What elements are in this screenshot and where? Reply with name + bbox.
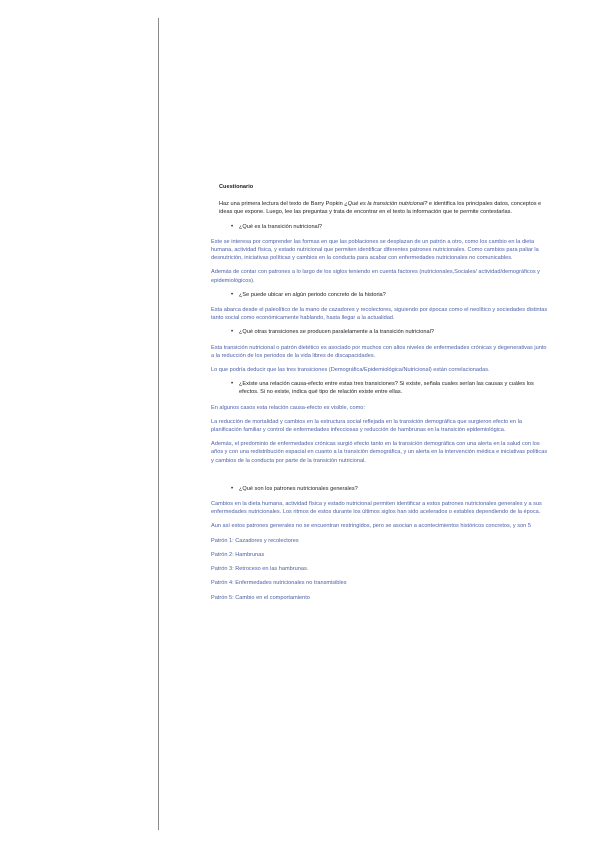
bullet-icon: • [231,381,234,388]
intro-paragraph [219,200,551,216]
page-margin-line [158,18,159,830]
question-3 [231,328,551,336]
answer-paragraph: Además, el predominio de enfermedades crónicas surgió efecto tanto en la transición demográfica con una alerta en la salud con los años y con una redistribución espacial en cuanto a la transición demográfica, y un alerta en la intervención médica e iniciativas políticas y cambios de la conducta por parte de la transición nutricional. [211,441,548,464]
bullet-icon: • [231,329,234,336]
question-text: ¿Existe una relación causa-efecto entre estas tres transiciones? Si existe, señala cuales serían las causas y cuáles los efectos. Si no existe, indica qué tipo de relación existe entre ellas. [239,381,534,396]
answer-paragraph: En algunos casos esta relación causa-efecto es visible, como: [211,404,365,411]
answer-paragraph: Además de contar con patrones a lo largo de los siglos teniendo en cuenta factores (nutricionales,Sociales/ actividad/demográficos y epidemiológicos). [211,269,540,284]
answer-paragraph: Aun así estos patrones generales no se encuentran restringidos, pero se asocian a acontecimientos históricos concretos, y son 5 [211,523,531,530]
question-text: ¿Qué es la transición nutricional? [239,223,323,230]
question-5 [231,485,551,493]
question-text: ¿Qué son los patrones nutricionales generales? [239,485,358,492]
answer-paragraph: Cambios en la dieta humana, actividad física y estado nutricional permiten identificar a estos patrones nutricionales generales y a sus enfermedades nutricionales. Los ritmos de estos durante los últimos siglos han sido acelerados o estables dependiendo de la época. [211,501,542,516]
intro-prefix: Haz una primera lectura del texto de Barry Popkin [219,201,345,208]
answer-paragraph: La reducción de mortalidad y cambios en la estructura social reflejada en la transición demográfica que surgieron efecto en la planificación familiar y control de enfermedades infecciosas y reducción de hambrunas en la transición epidemiológica. [211,418,522,434]
intro-reading-title: ¿Qué es la transición nutricional? [344,201,428,208]
pattern-item: Patrón 3: Retroceso en las hambrunas. [211,566,309,573]
question-2 [231,291,551,299]
answer-paragraph: Lo que podría deducir que las tres transiciones (Demográfica/Epidemiológica/Nutricional) están correlacionadas. [211,367,490,374]
question-4 [231,380,551,396]
answer-paragraph: Esta abarca desde el paleolítico de la mano de cazadores y recolectores, siguiendo por épocas como el neolítico y sociedades distintas tanto social como económicamente hablando, hasta llegar a la actualidad. [211,307,548,322]
pattern-item: Patrón 5: Cambio en el comportamiento [211,594,310,601]
question-text: ¿Se puede ubicar en algún periodo concreto de la historia? [239,291,386,298]
intro-suffix: e identifica los principales datos, conceptos e ideas que expone. Luego, lee las preguntas y trata de encontrar en el texto la información que te permite contestarlas. [219,201,542,216]
pattern-item: Patrón 4: Enfermedades nutricionales no transmisibles [211,580,347,587]
bullet-icon: • [231,223,234,230]
pattern-item: Patrón 2: Hambrunas [211,551,265,558]
pattern-item: Patrón 1: Cazadores y recolectores [211,537,299,544]
answer-paragraph: Esta transición nutricional o patrón dietético es asociado por muchos con altos niveles de enfermedades crónicas y degenerativas junto a la reducción de los periodos de la vida libres de discapacidades. [211,344,547,359]
bullet-icon: • [231,291,234,298]
question-1 [231,223,551,231]
spacer [211,471,551,485]
bullet-icon: • [231,485,234,492]
answer-paragraph: Este se interesa por comprender las formas en que las poblaciones se desplazan de un patrón a otro, como los cambio en la dieta humana, actividad física, y estado nutricional que permiten identificar diferentes patrones nutricionales. Como cambios para paliar la desnutrición, iniciativas políticas y cambios en la conducta para acabar con enfermedades nutricionales no comunicables. [211,238,539,262]
document-body [211,183,551,608]
question-text: ¿Qué otras transiciones se producen paralelamente a la transición nutricional? [239,329,434,336]
document-title: Cuestionario [219,184,254,190]
